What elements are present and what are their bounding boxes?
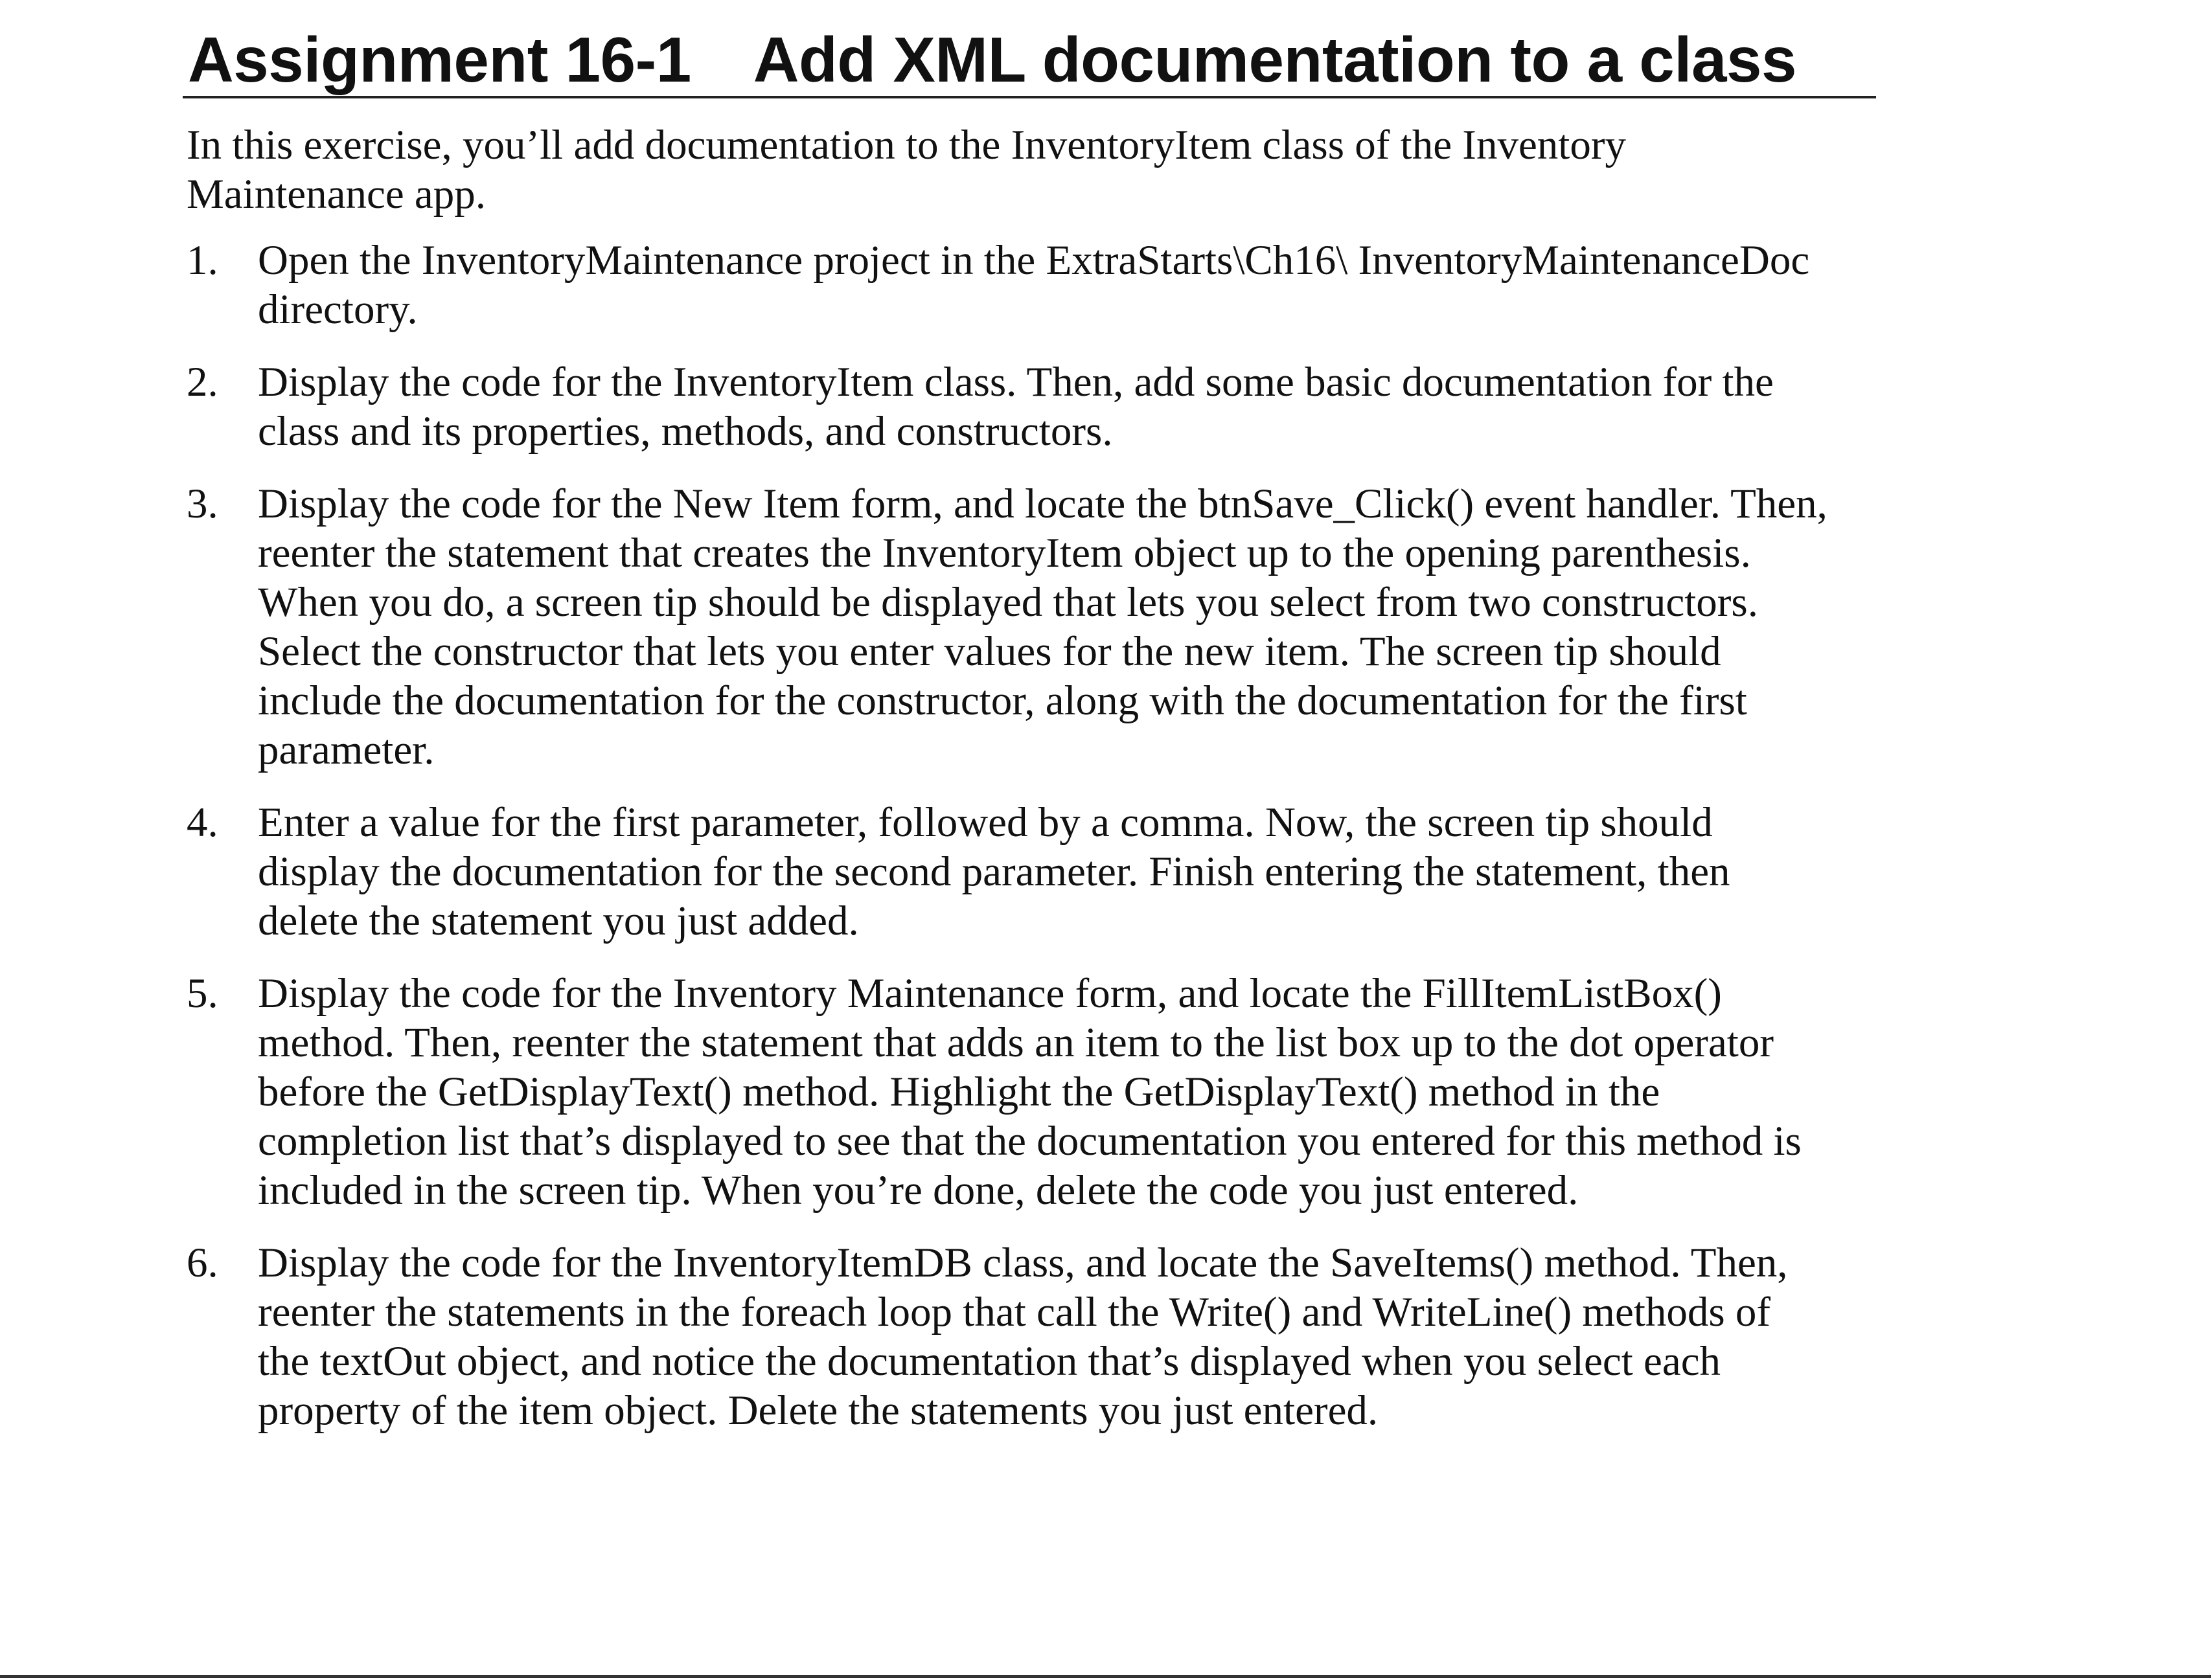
step-number: 6. bbox=[187, 1240, 218, 1286]
step-number: 4. bbox=[187, 799, 218, 846]
step-item bbox=[187, 358, 1832, 456]
bottom-divider bbox=[0, 1675, 2211, 1678]
step-item bbox=[187, 479, 1832, 775]
step-item bbox=[187, 236, 1832, 334]
step-text: Display the code for the Inventory Maintenance form, and locate the FillItemListBox() method. Then, reenter the statement that adds an item to the list box up to the dot operator before the GetDisplayText() method. Highlight the GetDisplayText() method in the completion list that’s displayed to see that the documentation you entered for this method is included in the screen tip. When you’re done, delete the code you just entered. bbox=[258, 970, 1802, 1214]
step-number: 1. bbox=[187, 237, 218, 284]
step-number: 5. bbox=[187, 970, 218, 1017]
step-item bbox=[187, 798, 1832, 946]
step-text: Display the code for the InventoryItemDB class, and locate the SaveItems() method. Then, reenter the statements in the foreach loop that call the Write() and WriteLine() methods of the textOut object, and notice the documentation that’s displayed when you select each property of the item object. Delete the statements you just entered. bbox=[258, 1240, 1788, 1434]
step-text: Display the code for the InventoryItem class. Then, add some basic documentation for the class and its properties, methods, and constructors. bbox=[258, 359, 1774, 455]
step-item bbox=[187, 969, 1832, 1215]
step-text: Display the code for the New Item form, and locate the btnSave_Click() event handler. Then, reenter the statement that creates the InventoryItem object up to the opening parenthesis. When you do, a screen tip should be displayed that lets you select from two constructors. Select the constructor that lets you enter values for the new item. The screen tip should include the documentation for the constructor, along with the documentation for the first parameter. bbox=[258, 481, 1827, 773]
step-number: 2. bbox=[187, 359, 218, 405]
assignment-title: Add XML documentation to a class bbox=[753, 24, 1797, 95]
intro-paragraph: In this exercise, you’ll add documentation to the InventoryItem class of the Inventory Maintenance app. bbox=[187, 122, 1626, 218]
assignment-number: Assignment 16-1 bbox=[188, 24, 691, 95]
assignment-header bbox=[183, 16, 1876, 98]
assignment-heading bbox=[188, 21, 1796, 98]
steps-list bbox=[187, 236, 1832, 1459]
step-number: 3. bbox=[187, 481, 218, 527]
step-text: Enter a value for the first parameter, followed by a comma. Now, the screen tip should display the documentation for the second parameter. Finish entering the statement, then delete the statement you just added. bbox=[258, 799, 1730, 944]
step-text: Open the InventoryMaintenance project in the ExtraStarts\Ch16\ InventoryMaintenanceDoc directory. bbox=[258, 237, 1810, 333]
step-item bbox=[187, 1238, 1832, 1435]
